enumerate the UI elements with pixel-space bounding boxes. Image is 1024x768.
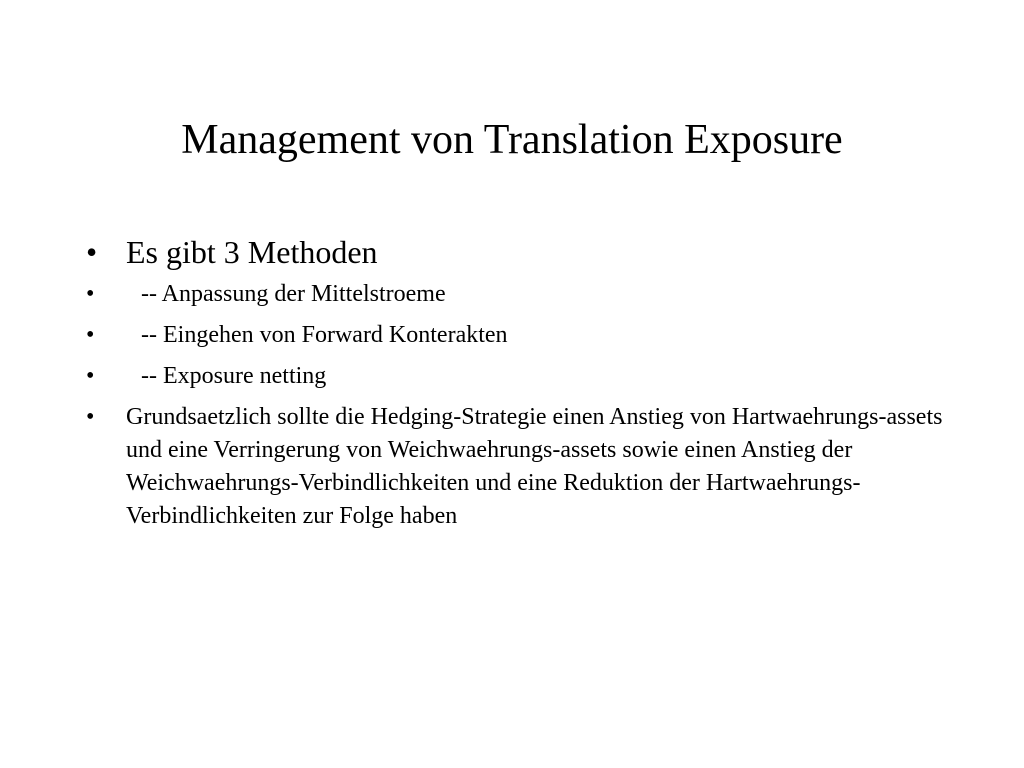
bullet-dot-icon: • bbox=[86, 322, 95, 348]
bullet-item bbox=[86, 278, 966, 311]
bullet-dot-icon: • bbox=[86, 404, 95, 430]
bullet-text: -- Eingehen von Forward Konterakten bbox=[141, 322, 508, 348]
bullet-dot-icon: • bbox=[86, 281, 95, 307]
bullet-list bbox=[86, 230, 966, 541]
bullet-item bbox=[86, 230, 966, 274]
bullet-dot-icon: • bbox=[86, 234, 98, 270]
bullet-text: Es gibt 3 Methoden bbox=[126, 234, 378, 270]
bullet-text: Grundsaetzlich sollte die Hedging-Strategie einen Anstieg von Hartwaehrungs-assets und eine Verringerung von Weichwaehrungs-assets sowie einen Anstieg der Weichwaehrungs-Verbindlichkeiten und eine Reduktion der Hartwaehrungs-Verbindlichkeiten zur Folge haben bbox=[126, 404, 943, 529]
bullet-text: -- Exposure netting bbox=[141, 363, 327, 389]
bullet-item bbox=[86, 401, 966, 533]
bullet-item bbox=[86, 319, 966, 352]
bullet-text: -- Anpassung der Mittelstroeme bbox=[141, 281, 446, 307]
slide-title: Management von Translation Exposure bbox=[181, 117, 843, 163]
bullet-item bbox=[86, 360, 966, 393]
bullet-dot-icon: • bbox=[86, 363, 95, 389]
